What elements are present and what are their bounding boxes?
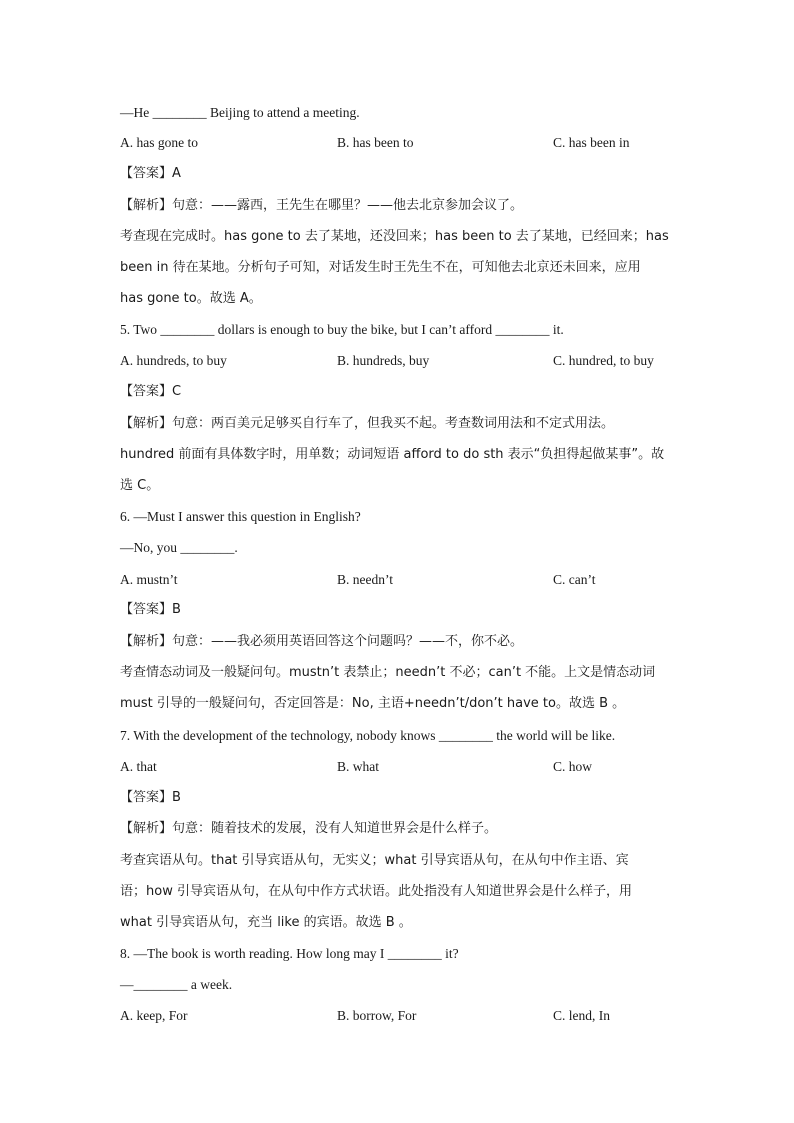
q8-option-b: B. borrow, For bbox=[337, 1008, 417, 1023]
q5-answer: 【答案】C bbox=[120, 384, 182, 399]
q7-option-c: C. how bbox=[553, 759, 593, 774]
q4-analysis-line: 【解析】句意：——露西，王先生在哪里？——他去北京参加会议了。 bbox=[120, 198, 524, 213]
q7-analysis-line: 语；how 引导宾语从句，在从句中作方式状语。此处指没有人知道世界会是什么样子，用 bbox=[120, 884, 632, 899]
q4-analysis-line: been in 待在某地。分析句子可知，对话发生时王先生不在，可知他去北京还未回来，应用 bbox=[120, 260, 641, 275]
q7-analysis-line: 考查宾语从句。that 引导宾语从句，无实义；what 引导宾语从句，在从句中作主语、宾 bbox=[120, 853, 629, 868]
q7-question: 7. With the development of the technology, nobody knows ________ the world will be like. bbox=[120, 728, 616, 743]
q8-options bbox=[120, 1006, 680, 1026]
q4-option-b: B. has been to bbox=[337, 135, 414, 150]
q6-options bbox=[120, 570, 680, 590]
q5-option-c: C. hundred, to buy bbox=[553, 353, 654, 368]
q5-option-b: B. hundreds, buy bbox=[337, 353, 430, 368]
q7-option-b: B. what bbox=[337, 759, 379, 774]
q7-analysis-line: what 引导宾语从句，充当 like 的宾语。故选 B 。 bbox=[120, 915, 412, 930]
q6-analysis-line: 【解析】句意：——我必须用英语回答这个问题吗？——不，你不必。 bbox=[120, 634, 524, 649]
q6-reply: —No, you ________. bbox=[120, 540, 238, 555]
q4-dialogue-line: —He ________ Beijing to attend a meeting. bbox=[120, 105, 360, 120]
q5-analysis-line: hundred 前面有具体数字时，用单数；动词短语 afford to do sth 表示“负担得起做某事”。故 bbox=[120, 447, 665, 462]
q8-option-c: C. lend, In bbox=[553, 1008, 610, 1023]
q6-question: 6. —Must I answer this question in English? bbox=[120, 509, 361, 524]
q5-question: 5. Two ________ dollars is enough to buy the bike, but I can’t afford ________ it. bbox=[120, 322, 564, 337]
q6-option-c: C. can’t bbox=[553, 572, 596, 587]
q4-answer: 【答案】A bbox=[120, 166, 181, 181]
q8-question: 8. —The book is worth reading. How long may I ________ it? bbox=[120, 946, 459, 961]
q7-analysis-line: 【解析】句意：随着技术的发展，没有人知道世界会是什么样子。 bbox=[120, 821, 498, 836]
q6-analysis-line: 考查情态动词及一般疑问句。mustn’t 表禁止；needn’t 不必；can’t 不能。上文是情态动词 bbox=[120, 665, 656, 680]
q4-option-c: C. has been in bbox=[553, 135, 630, 150]
q4-analysis-line: has gone to。故选 A。 bbox=[120, 291, 262, 306]
q6-answer: 【答案】B bbox=[120, 602, 181, 617]
q5-option-a: A. hundreds, to buy bbox=[120, 353, 227, 368]
q5-options bbox=[120, 351, 680, 371]
q8-reply: —________ a week. bbox=[120, 977, 233, 992]
q5-analysis-line: 【解析】句意：两百美元足够买自行车了，但我买不起。考查数词用法和不定式用法。 bbox=[120, 416, 615, 431]
q7-answer: 【答案】B bbox=[120, 790, 181, 805]
q6-option-a: A. mustn’t bbox=[120, 572, 178, 587]
q7-option-a: A. that bbox=[120, 759, 157, 774]
q4-options bbox=[120, 133, 680, 153]
q6-analysis-line: must 引导的一般疑问句，否定回答是：No, 主语+needn’t/don’t have to。故选 B 。 bbox=[120, 696, 626, 711]
q6-option-b: B. needn’t bbox=[337, 572, 393, 587]
q8-option-a: A. keep, For bbox=[120, 1008, 188, 1023]
q4-option-a: A. has gone to bbox=[120, 135, 198, 150]
q5-analysis-line: 选 C。 bbox=[120, 478, 160, 493]
q7-options bbox=[120, 757, 680, 777]
q4-analysis-line: 考查现在完成时。has gone to 去了某地，还没回来；has been to 去了某地，已经回来；has bbox=[120, 229, 669, 244]
